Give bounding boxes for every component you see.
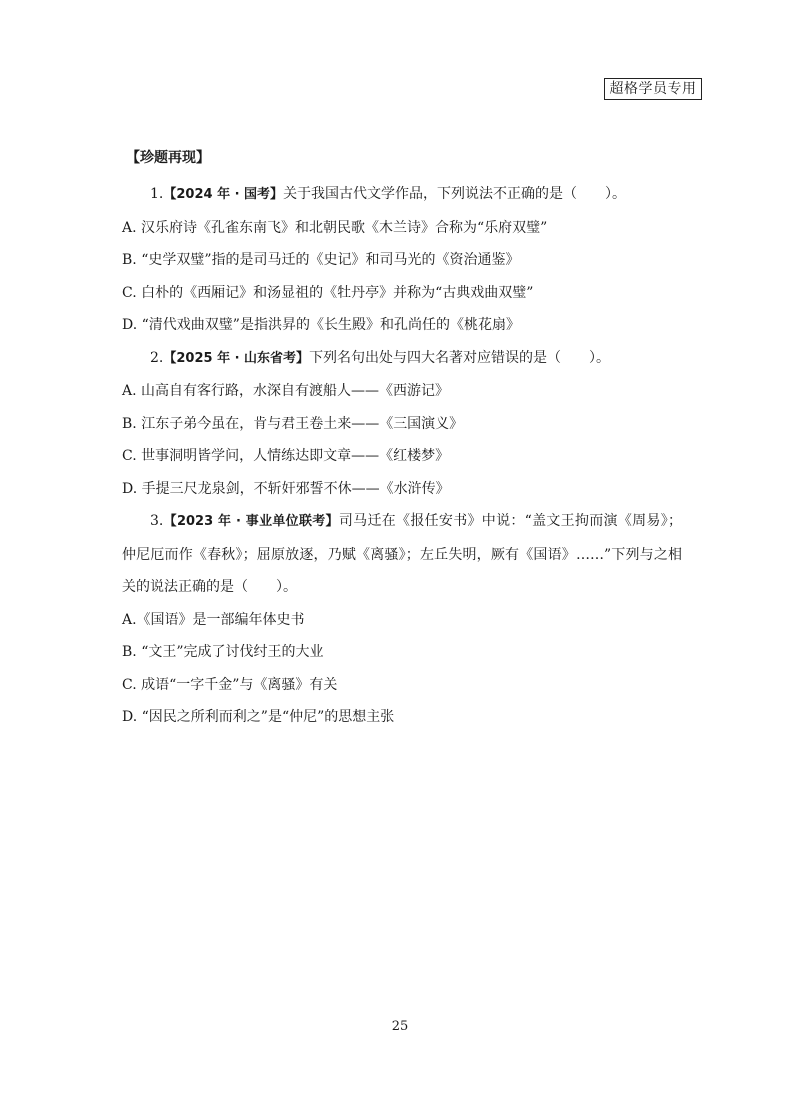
question-number: 2. (150, 349, 164, 366)
option-d: D. 手提三尺龙泉剑，不斩奸邪誓不休——《水浒传》 (122, 480, 450, 497)
question-text: 关于我国古代文学作品，下列说法不正确的是（ ）。 (283, 186, 627, 202)
question-section (122, 146, 682, 734)
option-c: C. 成语“一字千金”与《离骚》有关 (122, 676, 338, 693)
question-stem (122, 505, 682, 604)
question-number: 3. (150, 513, 164, 529)
student-only-badge: 超格学员专用 (604, 78, 702, 100)
question-source: 【2024 年 · 国考】 (163, 187, 284, 202)
question-text: 下列名句出处与四大名著对应错误的是（ ）。 (309, 349, 611, 366)
option-a: A.《国语》是一部编年体史书 (122, 611, 305, 628)
option-a: A. 汉乐府诗《孔雀东南飞》和北朝民歌《木兰诗》合称为“乐府双璧” (122, 219, 548, 236)
question-source: 【2025 年 · 山东省考】 (163, 350, 310, 366)
section-title: 【珍题再现】 (126, 150, 210, 166)
option-b: B. 江东子弟今虽在，肯与君王卷土来——《三国演义》 (122, 415, 464, 432)
option-c: C. 白朴的《西厢记》和汤显祖的《牡丹亭》并称为“古典戏曲双璧” (122, 284, 534, 301)
question-stem (122, 178, 682, 212)
page-number: 25 (391, 1019, 409, 1034)
question-text: 司马迁在《报任安书》中说：“盖文王拘而演《周易》；仲尼厄而作《春秋》；屈原放逐，乃赋《离骚》；左丘失明，厥有《国语》……”下列与之相关的说法正确的是（ ）。 (122, 513, 683, 595)
question-3 (122, 505, 682, 734)
option-d: D. “因民之所利而利之”是“仲尼”的思想主张 (122, 709, 395, 725)
question-2 (122, 342, 682, 506)
question-stem (122, 342, 682, 376)
option-a: A. 山高自有客行路，水深自有渡船人——《西游记》 (122, 383, 450, 399)
option-d: D. “清代戏曲双璧”是指洪昇的《长生殿》和孔尚任的《桃花扇》 (122, 317, 520, 333)
question-source: 【2023 年 · 事业单位联考】 (163, 514, 339, 529)
question-number: 1. (150, 186, 164, 202)
option-b: B. “史学双璧”指的是司马迁的《史记》和司马光的《资治通鉴》 (122, 252, 520, 268)
option-c: C. 世事洞明皆学问，人情练达即文章——《红楼梦》 (122, 448, 450, 464)
option-b: B. “文王”完成了讨伐纣王的大业 (122, 644, 324, 660)
question-1 (122, 178, 682, 342)
